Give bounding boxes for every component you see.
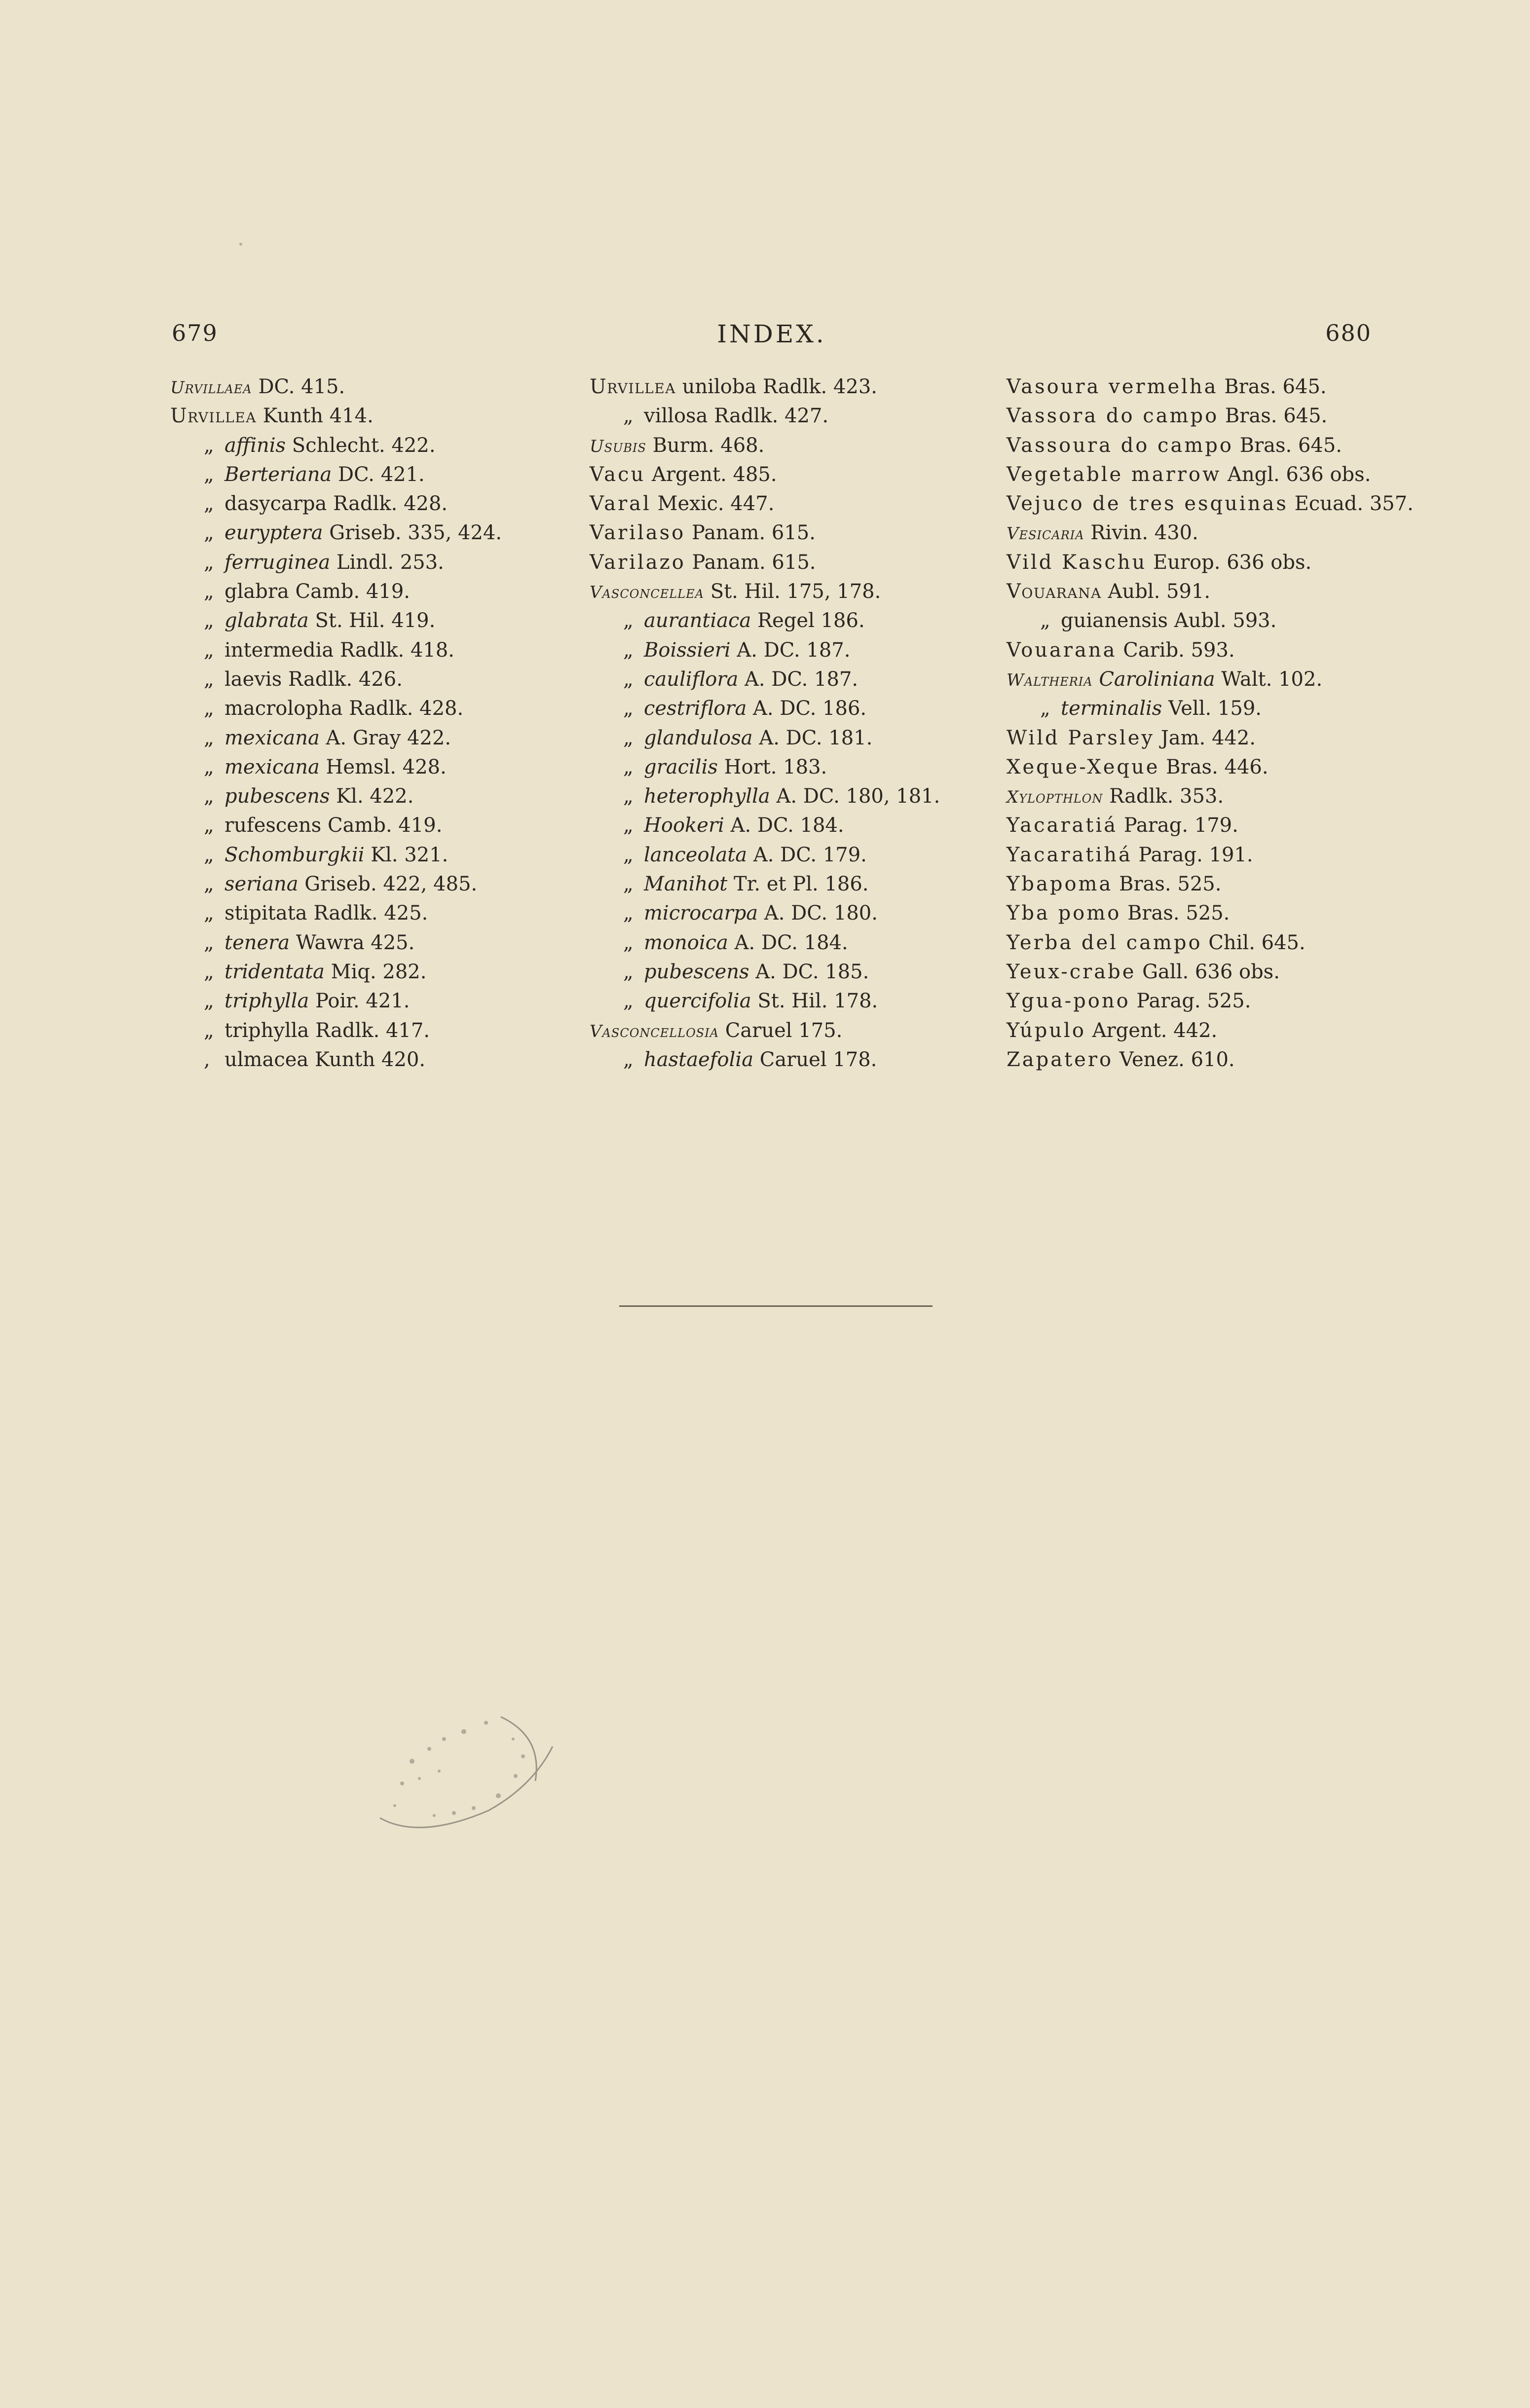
index-entry [1007, 899, 1381, 928]
entry-species: cauliflora [644, 667, 739, 691]
index-entry [1007, 753, 1381, 782]
index-entry [170, 402, 565, 431]
entry-genus: Vasconcellea [590, 583, 704, 603]
entry-vernacular-name: Varilazo [590, 551, 686, 574]
index-entry [170, 606, 565, 635]
index-entry [170, 1016, 565, 1045]
entry-genus: Vesicaria [1007, 524, 1084, 544]
entry-species: glabrata [224, 609, 309, 632]
entry-vernacular-name: Varilaso [590, 521, 686, 545]
index-entry [170, 519, 565, 548]
entry-reference: A. DC. 181. [752, 726, 873, 749]
ditto-mark: „ [623, 638, 634, 662]
entry-species: gracilis [644, 755, 718, 778]
entry-species: triphylla [224, 1019, 309, 1042]
entry-vernacular-name: Vegetable marrow [1007, 463, 1222, 486]
entry-reference: Europ. 636 obs. [1147, 551, 1312, 574]
index-entry [1007, 402, 1381, 431]
index-entry [170, 431, 565, 460]
entry-reference: Regel 186. [751, 609, 865, 632]
entry-species: Boissieri [644, 638, 731, 662]
entry-reference: Miq. 282. [324, 960, 427, 983]
ditto-mark: „ [204, 960, 214, 983]
entry-reference: Camb. 419. [289, 580, 410, 603]
index-entry [590, 899, 979, 928]
index-entry [1007, 577, 1381, 606]
ditto-mark: „ [1040, 697, 1050, 720]
index-entry [1007, 928, 1381, 958]
index-entry [1007, 431, 1381, 460]
entry-species: Manihot [644, 873, 728, 896]
index-entry [170, 753, 565, 782]
entry-reference: Rivin. 430. [1084, 521, 1198, 545]
entry-vernacular-name: Yúpulo [1007, 1019, 1086, 1042]
entry-reference: Caruel 175. [719, 1019, 843, 1042]
entry-reference: Carib. 593. [1117, 638, 1235, 662]
page-number-left: 679 [172, 320, 218, 346]
entry-reference: Panam. 615. [685, 551, 816, 574]
entry-reference: Walt. 102. [1215, 667, 1323, 691]
index-entry [1007, 958, 1381, 987]
ditto-mark: „ [623, 1048, 634, 1071]
entry-reference: St. Hil. 178. [751, 990, 878, 1013]
entry-species: pubescens [644, 960, 749, 983]
entry-reference: A. DC. 179. [747, 843, 867, 866]
index-entry [170, 1045, 565, 1074]
entry-species: lanceolata [644, 843, 747, 866]
index-entry [590, 402, 979, 431]
index-entry [170, 694, 565, 723]
entry-reference: DC. 421. [332, 463, 425, 486]
entry-reference: A. DC. 185. [749, 960, 869, 983]
index-entry [1007, 372, 1381, 402]
entry-vernacular-name: Yba pomo [1007, 902, 1121, 925]
entry-reference: A. Gray 422. [319, 726, 451, 749]
index-entry [590, 1045, 979, 1074]
entry-reference: Aubl. 591. [1101, 580, 1211, 603]
ditto-mark: „ [204, 990, 214, 1013]
index-entry [590, 958, 979, 987]
index-entry [1007, 694, 1381, 723]
index-column-2 [590, 372, 979, 1074]
ditto-mark: „ [204, 434, 214, 457]
index-entry [590, 928, 979, 958]
entry-species: glabra [224, 580, 289, 603]
index-entry [590, 519, 979, 548]
index-entry [1007, 782, 1381, 811]
entry-reference: Parag. 525. [1130, 990, 1251, 1013]
entry-reference: Radlk. 425. [307, 902, 428, 925]
entry-reference: Radlk. 426. [282, 667, 403, 691]
entry-reference: Parag. 191. [1132, 843, 1253, 866]
ditto-mark: „ [623, 726, 634, 749]
entry-species: monoica [644, 931, 728, 954]
entry-reference: Kunth 414. [256, 405, 373, 428]
entry-reference: Burm. 468. [646, 434, 765, 457]
index-column-3 [1007, 372, 1414, 1074]
page-title: INDEX. [717, 320, 826, 348]
paper-speck [239, 243, 242, 246]
entry-reference: Argent. 442. [1085, 1019, 1218, 1042]
entry-reference: Poir. 421. [309, 990, 410, 1013]
index-entry [590, 606, 979, 635]
index-entry [1007, 489, 1414, 519]
entry-reference: St. Hil. 175, 178. [704, 580, 881, 603]
entry-reference: Wawra 425. [290, 931, 415, 954]
index-entry [590, 841, 979, 870]
entry-reference: Hort. 183. [717, 755, 827, 778]
entry-vernacular-name: Vassoura do campo [1007, 434, 1233, 457]
entry-reference: Schlecht. 422. [286, 434, 436, 457]
entry-reference: Bras. 645. [1219, 405, 1328, 428]
entry-reference: Radlk. 353. [1103, 785, 1224, 808]
index-entry [170, 460, 565, 489]
entry-species: cestriflora [644, 697, 747, 720]
index-entry [1007, 460, 1381, 489]
index-entry [590, 636, 979, 665]
ditto-mark: „ [204, 697, 214, 720]
ditto-mark: „ [204, 755, 214, 778]
ditto-mark: „ [204, 843, 214, 866]
ditto-mark: „ [623, 609, 634, 632]
ditto-mark: „ [204, 785, 214, 808]
index-entry [170, 987, 565, 1016]
index-entry [170, 811, 565, 840]
ditto-mark: „ [623, 902, 634, 925]
entry-genus: Vasconcellosia [590, 1021, 719, 1041]
index-entry [590, 489, 979, 519]
index-entry [590, 1016, 979, 1045]
entry-reference: Bras. 525. [1121, 902, 1230, 925]
ditto-mark: „ [204, 609, 214, 632]
ditto-mark: „ [204, 902, 214, 925]
entry-reference: Panam. 615. [685, 521, 816, 545]
entry-reference: Griseb. 335, 424. [323, 521, 502, 545]
entry-species: microcarpa [644, 902, 758, 925]
entry-species: stipitata [224, 902, 307, 925]
entry-reference: Gall. 636 obs. [1136, 960, 1280, 983]
entry-reference: A. DC. 186. [746, 697, 867, 720]
ditto-mark: „ [623, 405, 634, 428]
entry-vernacular-name: Xeque-Xeque [1007, 755, 1160, 778]
entry-genus: Usubis [590, 436, 646, 456]
index-entry [1007, 606, 1381, 635]
index-entry [170, 928, 565, 958]
ditto-mark: „ [204, 667, 214, 691]
ditto-mark: „ [204, 521, 214, 545]
entry-species: terminalis [1061, 697, 1162, 720]
index-entry [590, 548, 979, 577]
index-entry [170, 899, 565, 928]
index-entry [590, 724, 979, 753]
entry-reference: A. DC. 180, 181. [770, 785, 940, 808]
entry-reference: Radlk. 428. [327, 492, 448, 516]
entry-species: Hookeri [644, 814, 724, 837]
index-entry [1007, 636, 1381, 665]
entry-reference: Lindl. 253. [330, 551, 444, 574]
entry-species: dasycarpa [224, 492, 327, 516]
index-entry [590, 665, 979, 694]
entry-vernacular-name: Vacu [590, 463, 646, 486]
ditto-mark: „ [204, 1019, 214, 1042]
ditto-mark: „ [623, 843, 634, 866]
entry-reference: Radlk. 417. [309, 1019, 430, 1042]
index-entry [590, 460, 979, 489]
entry-vernacular-name: Vild Kaschu [1007, 551, 1147, 574]
index-entry [170, 958, 565, 987]
entry-reference: Mexic. 447. [651, 492, 775, 516]
ditto-mark: „ [204, 638, 214, 662]
entry-species: affinis [224, 434, 286, 457]
ditto-mark: „ [204, 726, 214, 749]
entry-vernacular-name: Yacaratihá [1007, 843, 1132, 866]
entry-reference: Hemsl. 428. [319, 755, 447, 778]
entry-reference: uniloba Radlk. 423. [675, 375, 878, 398]
entry-vernacular-name: Vouarana [1007, 638, 1117, 662]
entry-species: aurantiaca [644, 609, 751, 632]
index-entry [590, 694, 979, 723]
index-entry [170, 636, 565, 665]
entry-reference: Bras. 645. [1233, 434, 1343, 457]
index-entry [170, 665, 565, 694]
entry-reference: Radlk. 428. [342, 697, 464, 720]
index-entry [1007, 987, 1381, 1016]
entry-vernacular-name: Vassora do campo [1007, 405, 1219, 428]
entry-genus: Xylopthlon [1007, 787, 1103, 808]
entry-reference: DC. 415. [252, 375, 345, 398]
entry-vernacular-name: Ybapoma [1007, 873, 1113, 896]
ditto-mark: „ [623, 931, 634, 954]
entry-reference: Aubl. 593. [1168, 609, 1277, 632]
entry-reference: Bras. 645. [1218, 375, 1327, 398]
entry-species: villosa [644, 405, 708, 428]
entry-reference: Ecuad. 357. [1288, 492, 1414, 516]
index-entry [170, 724, 565, 753]
index-entry [590, 753, 979, 782]
entry-vernacular-name: Zapatero [1007, 1048, 1114, 1071]
entry-species: Berteriana [224, 463, 332, 486]
entry-species: mexicana [224, 726, 320, 749]
entry-species: euryptera [224, 521, 323, 545]
ditto-mark: „ [623, 667, 634, 691]
entry-reference: Parag. 179. [1118, 814, 1238, 837]
entry-reference: St. Hil. 419. [308, 609, 436, 632]
index-entry [1007, 870, 1381, 899]
entry-reference: Chil. 645. [1202, 931, 1306, 954]
closing-rule [619, 1305, 933, 1307]
index-entry [1007, 1016, 1381, 1045]
entry-genus: Waltheria [1007, 670, 1093, 690]
entry-species: glandulosa [644, 726, 753, 749]
entry-reference: Tr. et Pl. 186. [727, 873, 869, 896]
index-entry [170, 782, 565, 811]
entry-species: quercifolia [644, 990, 751, 1013]
entry-vernacular-name: Vasoura vermelha [1007, 375, 1218, 398]
index-entry [590, 431, 979, 460]
entry-species: pubescens [224, 785, 330, 808]
entry-species: laevis [224, 667, 282, 691]
library-stamp-icon [365, 1692, 572, 1850]
entry-vernacular-name: Yerba del campo [1007, 931, 1202, 954]
entry-species: seriana [224, 873, 299, 896]
ditto-mark: „ [204, 931, 214, 954]
page-number-right: 680 [1325, 320, 1372, 346]
index-entry [590, 811, 979, 840]
ditto-mark: „ [623, 990, 634, 1013]
entry-reference: A. DC. 184. [728, 931, 848, 954]
index-entry [1007, 519, 1381, 548]
entry-vernacular-name: Ygua-pono [1007, 990, 1130, 1013]
index-entry [590, 782, 979, 811]
index-column-1 [170, 372, 565, 1074]
entry-reference: Bras. 446. [1159, 755, 1269, 778]
entry-vernacular-name: Yacaratiá [1007, 814, 1118, 837]
ditto-mark: „ [204, 814, 214, 837]
entry-reference: Bras. 525. [1113, 873, 1222, 896]
entry-reference: Kl. 321. [364, 843, 448, 866]
entry-reference: A. DC. 187. [738, 667, 858, 691]
ditto-mark: „ [1040, 609, 1050, 632]
entry-species: guianensis [1061, 609, 1168, 632]
entry-genus: Urvillaea [170, 378, 252, 398]
index-entry [590, 870, 979, 899]
entry-reference: Angl. 636 obs. [1221, 463, 1371, 486]
index-entry [590, 577, 979, 606]
index-entry [1007, 548, 1381, 577]
index-entry [170, 372, 565, 402]
entry-reference: Caruel 178. [753, 1048, 877, 1071]
entry-reference: Kunth 420. [308, 1048, 426, 1071]
entry-species: heterophylla [644, 785, 770, 808]
entry-species: macrolopha [224, 697, 343, 720]
entry-reference: Radlk. 418. [334, 638, 455, 662]
entry-reference: Venez. 610. [1113, 1048, 1235, 1071]
ditto-mark: „ [204, 580, 214, 603]
index-entry [590, 372, 979, 402]
index-entry [1007, 841, 1381, 870]
index-entry [170, 489, 565, 519]
page-header [172, 320, 1372, 354]
ditto-mark: „ [623, 814, 634, 837]
entry-species: tridentata [224, 960, 325, 983]
ditto-mark: „ [204, 551, 214, 574]
entry-vernacular-name: Vejuco de tres esquinas [1007, 492, 1288, 516]
ditto-mark: „ [204, 873, 214, 896]
entry-species: tenera [224, 931, 290, 954]
ditto-mark: „ [623, 785, 634, 808]
ditto-mark: „ [204, 492, 214, 516]
ditto-mark: „ [204, 463, 214, 486]
index-entry [170, 870, 565, 899]
entry-reference: Jam. 442. [1155, 726, 1256, 749]
entry-reference: Kl. 422. [330, 785, 414, 808]
entry-vernacular-name: Yeux-crabe [1007, 960, 1136, 983]
entry-species: hastaefolia [644, 1048, 754, 1071]
entry-vernacular-name: Varal [590, 492, 651, 516]
entry-genus: Urvillea [170, 405, 257, 428]
entry-reference: Griseb. 422, 485. [298, 873, 478, 896]
entry-species: ferruginea [224, 551, 331, 574]
entry-genus: Urvillea [590, 375, 676, 398]
index-entry [1007, 811, 1381, 840]
entry-reference: A. DC. 180. [758, 902, 878, 925]
index-entry [590, 987, 979, 1016]
entry-genus: Vouarana [1007, 580, 1102, 603]
entry-reference: Camb. 419. [321, 814, 443, 837]
ditto-mark: „ [623, 755, 634, 778]
entry-reference: A. DC. 187. [730, 638, 851, 662]
entry-vernacular-name: Wild Parsley [1007, 726, 1155, 749]
ditto-mark: „ [623, 697, 634, 720]
entry-species: mexicana [224, 755, 320, 778]
ditto-mark: „ [623, 960, 634, 983]
index-entry [1007, 724, 1381, 753]
index-entry [1007, 665, 1381, 694]
entry-reference: A. DC. 184. [724, 814, 844, 837]
entry-species: Schomburgkii [224, 843, 365, 866]
entry-reference: Radlk. 427. [708, 405, 829, 428]
ditto-mark: „ [623, 873, 634, 896]
ditto-mark: , [204, 1048, 210, 1071]
index-entry [170, 841, 565, 870]
entry-species: rufescens [224, 814, 322, 837]
entry-species: Caroliniana [1099, 667, 1215, 691]
index-entry [170, 548, 565, 577]
entry-reference: Vell. 159. [1162, 697, 1262, 720]
entry-species: triphylla [224, 990, 309, 1013]
index-entry [170, 577, 565, 606]
entry-species: ulmacea [224, 1048, 309, 1071]
entry-species: intermedia [224, 638, 334, 662]
index-entry [1007, 1045, 1381, 1074]
entry-reference: Argent. 485. [645, 463, 777, 486]
